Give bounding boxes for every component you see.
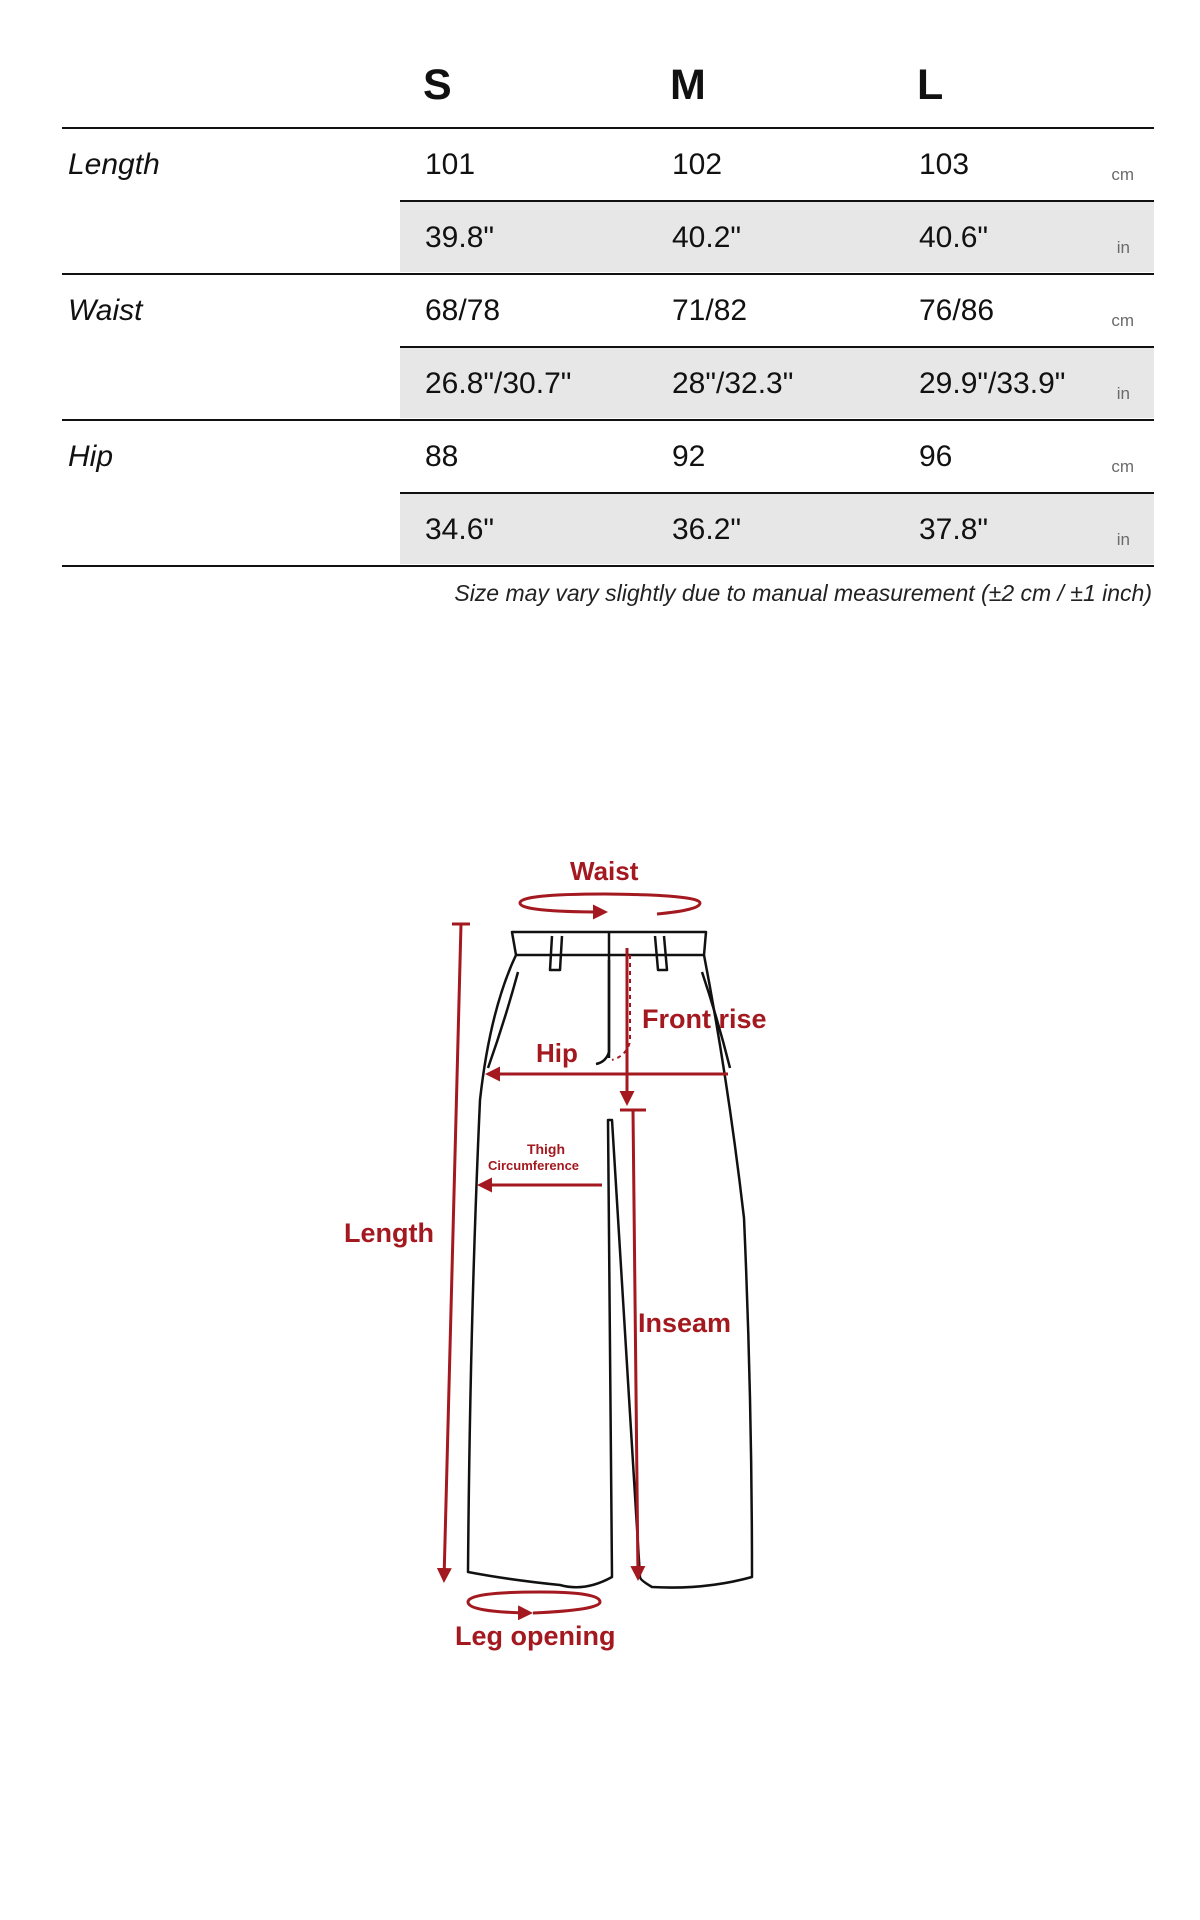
length-cm-m: 102 [672, 148, 723, 181]
table-rule-divider [62, 273, 1154, 275]
row-label-length: Length [68, 148, 160, 181]
size-header-l: L [917, 61, 944, 109]
label-front-rise: Front rise [642, 1004, 767, 1034]
row-label-hip: Hip [68, 440, 114, 473]
unit-in: in [1116, 384, 1130, 403]
size-header-m: M [670, 61, 706, 109]
length-cm-s: 101 [425, 148, 476, 181]
inch-row-shade [400, 494, 1154, 564]
hip-in-l: 37.8" [919, 513, 989, 546]
hip-cm-l: 96 [919, 440, 953, 473]
label-inseam: Inseam [638, 1308, 732, 1338]
pants-measurement-diagram [0, 820, 1200, 1720]
length-cm-l: 103 [919, 148, 970, 181]
unit-cm: cm [1111, 457, 1134, 476]
waist-in-s: 26.8"/30.7" [425, 367, 572, 400]
label-length: Length [344, 1218, 434, 1248]
measurement-note: Size may vary slightly due to manual measurement (±2 cm / ±1 inch) [454, 580, 1152, 606]
unit-cm: cm [1111, 165, 1134, 184]
table-rule-divider [62, 419, 1154, 421]
unit-in: in [1116, 530, 1130, 549]
hip-in-s: 34.6" [425, 513, 495, 546]
inch-row-shade [400, 202, 1154, 272]
unit-cm: cm [1111, 311, 1134, 330]
size-chart-table [62, 0, 1154, 640]
table-rule-top [62, 127, 1154, 129]
pants-illustration [0, 820, 1200, 1720]
waist-cm-s: 68/78 [425, 294, 501, 327]
length-in-m: 40.2" [672, 221, 742, 254]
label-thigh-line2: Circumference [488, 1158, 580, 1173]
table-rule-bottom [62, 565, 1154, 567]
measurement-arrows [444, 894, 728, 1613]
length-in-s: 39.8" [425, 221, 495, 254]
hip-cm-s: 88 [425, 440, 459, 473]
row-label-waist: Waist [68, 294, 143, 327]
unit-in: in [1116, 238, 1130, 257]
label-leg-opening: Leg opening [455, 1621, 616, 1651]
waist-cm-l: 76/86 [919, 294, 995, 327]
label-thigh-line1: Thigh [526, 1141, 566, 1157]
waist-cm-m: 71/82 [672, 294, 748, 327]
label-hip: Hip [536, 1038, 578, 1068]
waist-in-m: 28"/32.3" [672, 367, 794, 400]
label-waist: Waist [570, 856, 639, 886]
hip-in-m: 36.2" [672, 513, 742, 546]
size-header-s: S [423, 61, 452, 109]
hip-cm-m: 92 [672, 440, 706, 473]
waist-in-l: 29.9"/33.9" [919, 367, 1066, 400]
length-in-l: 40.6" [919, 221, 989, 254]
